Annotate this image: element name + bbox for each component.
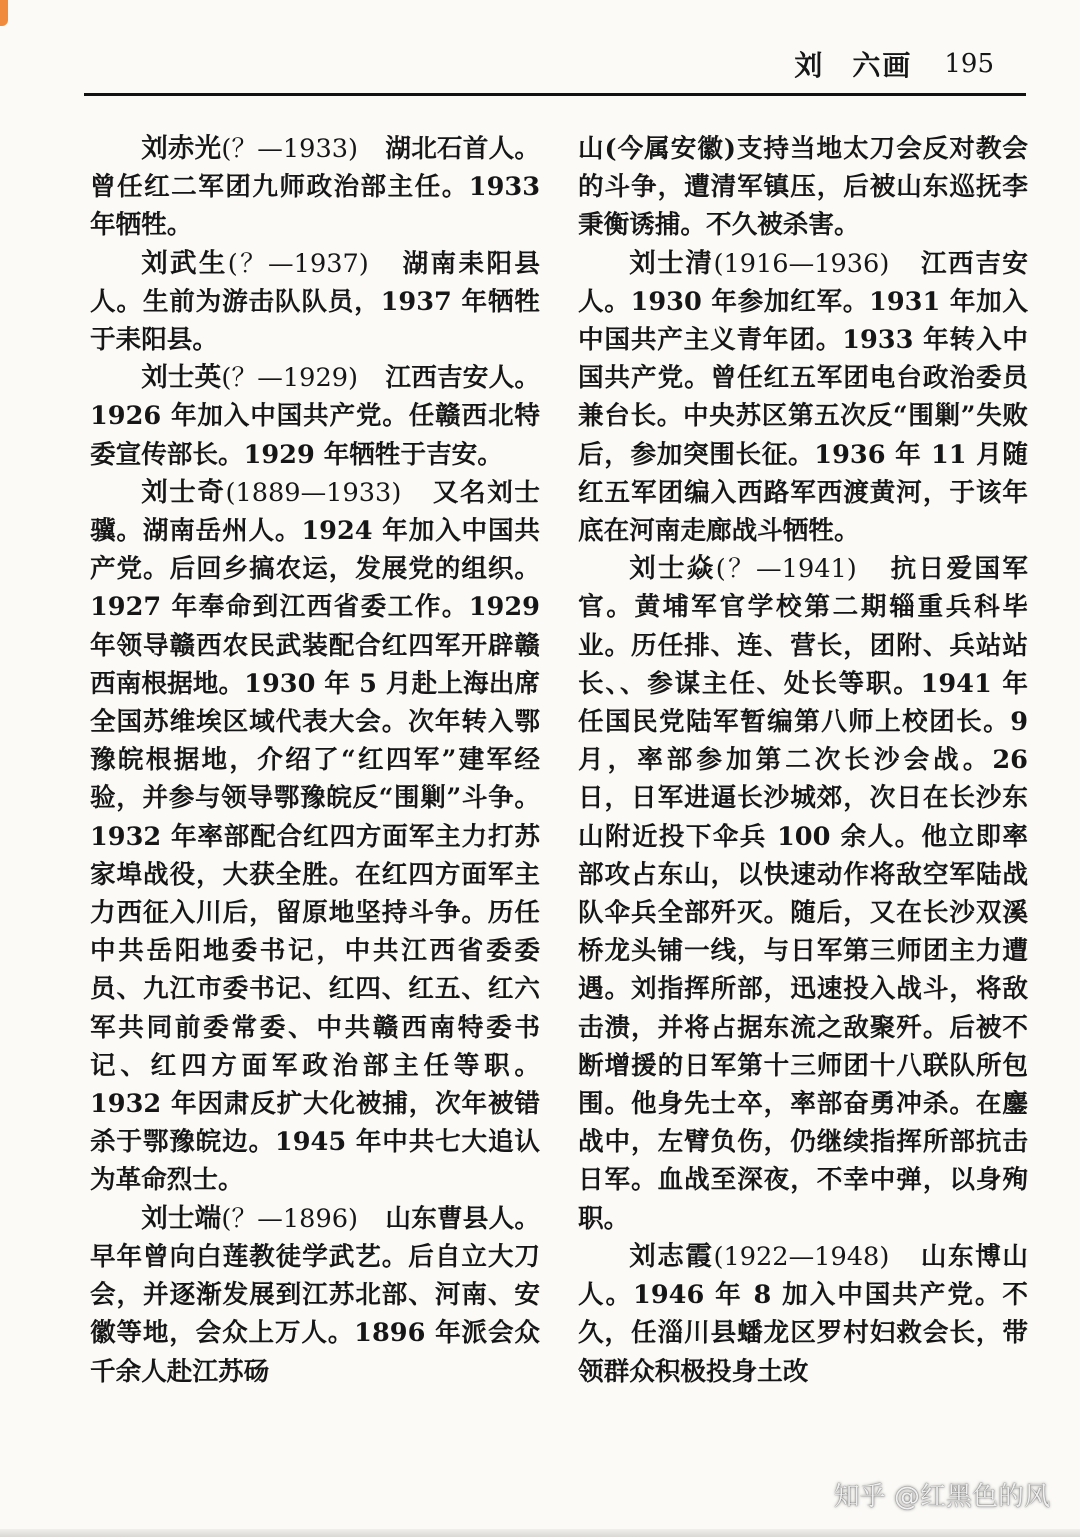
entry-dates: (1889—1933) — [225, 477, 402, 508]
biography-entry — [578, 1238, 1028, 1391]
biography-entry — [90, 1200, 540, 1391]
entry-dates: (？—1937) — [227, 248, 369, 279]
entry-dates: (1916—1936) — [713, 248, 890, 279]
entry-name: 刘士焱 — [629, 553, 716, 585]
entry-text: 湖南耒阳县人。生前为游击队队员，1937 年牺牲于耒阳县。 — [90, 248, 540, 356]
entry-dates: (？—1933) — [221, 134, 359, 164]
zhihu-watermark — [834, 1476, 1050, 1513]
biography-entry — [90, 245, 540, 360]
entry-name: 刘士端 — [141, 1202, 222, 1234]
entry-text: 抗日爱国军官。黄埔军官学校第二期辎重兵科毕业。历任排、连、营长，团附、兵站站长、、参谋主任、处长等职。1941 年任国民党陆军暂编第八师上校团长。9 月，率部参加第二次长沙会战。26 日，日军进逼长沙城郊，次日在长沙东山附近投下伞兵 100 余人。他立即率部攻占东山，以快速动作将敌空军陆战队伞兵全部歼灭。随后，又在长沙双溪桥龙头铺一线，与日军第三师团主力遭遇。刘指挥所部，迅速投入战斗，将敌击溃，并将占据东流之敌聚歼。后被不断增援的日军第十三师团十八联队所包围。他身先士卒，率部奋勇冲杀。在鏖战中，左臂负伤，仍继续指挥所部抗击日军。血战至深夜，不幸中弹，以身殉职。 — [578, 554, 1028, 1234]
header-surname: 刘 — [794, 49, 825, 82]
right-column — [578, 130, 1028, 1391]
entry-text: 又名刘士骥。湖南岳州人。1924 年加入中国共产党。后回乡搞农运，发展党的组织。1927 年奉命到江西省委工作。1929 年领导赣西农民武装配合红四军开辟赣西南根据地。1930 年 5 月赴上海出席全国苏维埃区域代表大会。次年转入鄂豫皖根据地，介绍了“红四军”建军经验，并参与领导鄂豫皖反“围剿”斗争。1932 年率部配合红四方面军主力打苏家埠战役，大获全胜。在红四方面军主力西征入川后，留原地坚持斗争。历任中共岳阳地委书记，中共江西省委委员、九江市委书记、红四、红五、红六军共同前委常委、中共赣西南特委书记、红四方面军政治部主任等职。1932 年因肃反扩大化被捕，次年被错杀于鄂豫皖边。1945 年中共七大追认为革命烈士。 — [90, 477, 540, 1196]
entry-name: 刘士清 — [629, 247, 714, 279]
entry-dates: (？—1941) — [715, 554, 857, 585]
entry-text: 湖北石首人。曾任红二军团九师政治部主任。1933 年牺牲。 — [90, 134, 540, 241]
header-rule — [84, 93, 1026, 96]
entry-name: 刘武生 — [141, 247, 228, 279]
biography-entry — [90, 359, 540, 474]
entry-text: 江西吉安人。1930 年参加红军。1931 年加入中国共产主义青年团。1933 年转入中国共产党。曾任红五军团电台政治委员兼台长。中央苏区第五次反“围剿”失败后，参加突围长征。1936 年 11 月随红五军团编入西路军西渡黄河，于该年底在河南走廊战斗牺牲。 — [578, 248, 1028, 547]
entry-text: 江西吉安人。1926 年加入中国共产党。任赣西北特委宣传部长。1929 年牺牲于吉安。 — [90, 363, 540, 470]
entry-name: 刘士奇 — [141, 476, 226, 508]
page-header — [794, 42, 994, 86]
biography-entry — [90, 474, 540, 1200]
entry-name: 刘赤光 — [141, 133, 222, 164]
entry-dates: (1922—1948) — [713, 1241, 890, 1272]
entry-text: 山东曹县人。早年曾向白莲教徒学武艺。后自立大刀会，并逐渐发展到江苏北部、河南、安徽等地，会众上万人。1896 年派会众千余人赴江苏砀 — [90, 1203, 540, 1387]
entry-dates: (？—1896) — [221, 1203, 359, 1234]
watermark-text: 知乎 @红黑色的风 — [833, 1482, 1050, 1512]
entry-name: 刘志霞 — [629, 1240, 714, 1272]
bottom-edge-shadow — [0, 1529, 1080, 1537]
entry-dates: (？—1929) — [221, 363, 359, 394]
entry-text: 山(今属安徽)支持当地太刀会反对教会的斗争，遭清军镇压，后被山东巡抚李秉衡诱捕。不久被杀害。 — [578, 134, 1028, 241]
entry-name: 刘士英 — [141, 362, 222, 394]
page-number: 195 — [944, 49, 994, 79]
biography-entry — [578, 245, 1028, 551]
biography-entry-continued — [578, 130, 1028, 245]
biography-entry — [90, 130, 540, 245]
entry-text: 山东博山人。1946 年 8 加入中国共产党。不久，任淄川县蟠龙区罗村妇救会长，带领群众积极投身土改 — [578, 1241, 1028, 1387]
left-column — [90, 130, 540, 1391]
header-stroke-count: 六画 — [852, 49, 913, 82]
orange-corner-marker — [0, 0, 8, 26]
biography-entry — [578, 550, 1028, 1238]
